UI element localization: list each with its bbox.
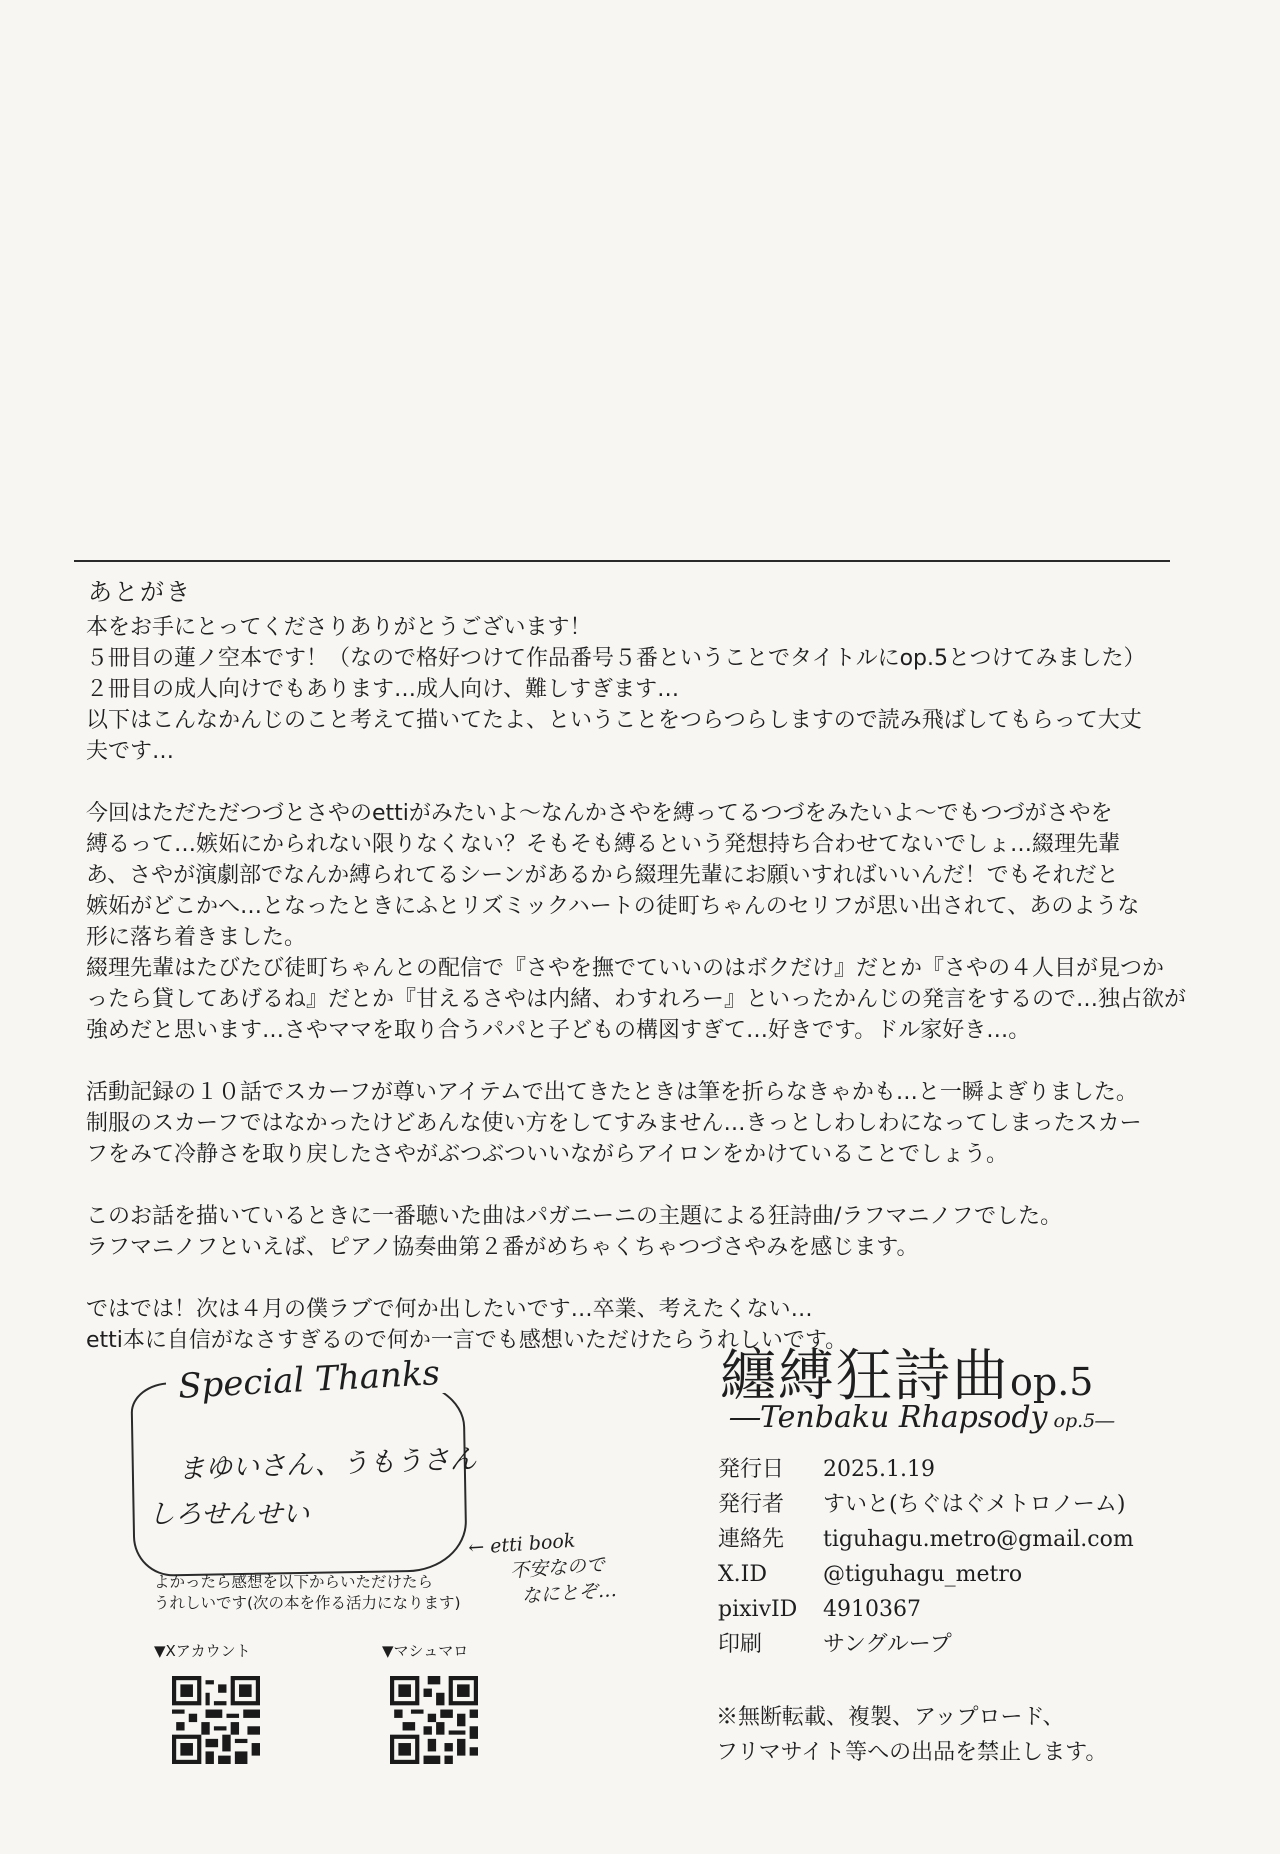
colophon-value: 4910367	[823, 1597, 921, 1622]
colophon-value: 2025.1.19	[823, 1457, 935, 1482]
text-line: ２冊目の成人向けでもあります…成人向け、難しすぎます…	[86, 677, 680, 702]
text-line: 活動記録の１０話でスカーフが尊いアイテムで出てきたときは筆を折らなきゃかも…と一瞬よぎりました。	[86, 1080, 1138, 1105]
thanks-line: まゆいさん、うもうさん	[177, 1443, 478, 1486]
x-account-qr-code[interactable]	[172, 1676, 260, 1764]
text-line: 形に落ち着きました。	[86, 925, 307, 950]
text-line: 制服のスカーフではなかったけどあんな使い方をしてすみません…きっとしわしわになってしまったスカー	[86, 1111, 1142, 1136]
text-line: このお話を描いているときに一番聴いた曲はパガニーニの主題による狂詩曲/ラフマニノフでした。	[86, 1204, 1063, 1229]
colophon-row	[718, 1522, 1134, 1557]
book-subtitle	[730, 1400, 1114, 1435]
feedback-request	[154, 1572, 461, 1614]
colophon-row	[718, 1627, 1134, 1662]
text-line: フをみて冷静さを取り戻したさやがぶつぶついいながらアイロンをかけていることでしょう。	[86, 1142, 1009, 1167]
afterword-heading: あとがき	[88, 578, 192, 606]
colophon-key: pixivID	[718, 1597, 798, 1622]
notice-line: ※無断転載、複製、アップロード、	[716, 1705, 1065, 1730]
note-line: 不安なので	[509, 1553, 606, 1583]
note-line: ← etti book	[467, 1529, 577, 1560]
colophon-row	[718, 1487, 1134, 1522]
book-title-main: 纏縛狂詩曲	[720, 1344, 1010, 1409]
text-line: ラフマニノフといえば、ピアノ協奏曲第２番がめちゃくちゃつづさやみを感じます。	[86, 1235, 919, 1260]
colophon-row	[718, 1452, 1134, 1487]
afterword-body	[86, 612, 1196, 1387]
colophon-value: すいと(ちぐはぐメトロノーム)	[823, 1492, 1126, 1517]
text-line: ではでは！次は４月の僕ラブで何か出したいです…卒業、考えたくない…	[86, 1297, 813, 1322]
afterword-paragraph	[86, 612, 1196, 767]
thanks-line: しろせんせい	[148, 1499, 310, 1530]
colophon-key: 連絡先	[718, 1527, 785, 1552]
colophon-value: サングループ	[823, 1632, 952, 1657]
note-line: なにとぞ…	[521, 1578, 618, 1608]
feedback-line: うれしいです(次の本を作る活力になります)	[154, 1594, 461, 1612]
text-line: 綴理先輩はたびたび徒町ちゃんとの配信で『さやを撫でていいのはボクだけ』だとか『さやの４人目が見つか	[86, 956, 1165, 981]
feedback-line: よかったら感想を以下からいただけたら	[154, 1573, 434, 1591]
colophon-row	[718, 1557, 1134, 1592]
text-line: ったら貸してあげるね』だとか『甘えるさやは内緒、わすれろー』といったかんじの発言をするので…独占欲が	[86, 987, 1187, 1012]
marshmallow-label: ▼マシュマロ	[382, 1642, 469, 1660]
text-line: 縛るって…嫉妬にかられない限りなくない？そもそも縛るという発想持ち合わせてないでしょ…綴理先輩	[86, 832, 1121, 857]
colophon-value: @tiguhagu_metro	[823, 1562, 1023, 1587]
afterword-paragraph	[86, 1201, 1196, 1263]
colophon	[718, 1452, 1134, 1662]
handwritten-note	[467, 1525, 617, 1613]
afterword-paragraph	[86, 798, 1196, 1046]
special-thanks-title: Special Thanks	[165, 1353, 453, 1408]
colophon-key: X.ID	[718, 1562, 767, 1587]
book-subtitle-main: ―Tenbaku Rhapsody	[730, 1400, 1048, 1435]
text-line: 強めだと思います…さやママを取り合うパパと子どもの構図すぎて…好きです。ドル家好き…。	[86, 1018, 1031, 1043]
colophon-key: 発行者	[718, 1492, 785, 1517]
colophon-key: 印刷	[718, 1632, 763, 1657]
text-line: 嫉妬がどこかへ…となったときにふとリズミックハートの徒町ちゃんのセリフが思い出されて、あのような	[86, 894, 1140, 919]
text-line: 本をお手にとってくださりありがとうございます！	[86, 615, 592, 640]
text-line: 今回はただただつづとさやのettiがみたいよ〜なんかさやを縛ってるつづをみたいよ〜でもつづがさやを	[86, 801, 1113, 826]
notice-line: フリマサイト等への出品を禁止します。	[716, 1740, 1108, 1765]
marshmallow-qr-code[interactable]	[390, 1676, 478, 1764]
copyright-notice	[716, 1700, 1107, 1770]
colophon-row	[718, 1592, 1134, 1627]
text-line: etti本に自信がなさすぎるので何か一言でも感想いただけたらうれしいです。	[86, 1328, 848, 1353]
text-line: ５冊目の蓮ノ空本です！（なので格好つけて作品番号５番ということでタイトルにop.5とつけてみました）	[86, 646, 1146, 671]
colophon-key: 発行日	[718, 1457, 785, 1482]
x-account-label: ▼Xアカウント	[154, 1642, 251, 1660]
book-subtitle-opus: op.5―	[1047, 1410, 1115, 1432]
colophon-value: tiguhagu.metro@gmail.com	[823, 1527, 1134, 1552]
afterword-paragraph	[86, 1077, 1196, 1170]
text-line: 夫です…	[86, 739, 175, 764]
text-line: あ、さやが演劇部でなんか縛られてるシーンがあるから綴理先輩にお願いすればいいんだ！でもそれだと	[86, 863, 1119, 888]
divider-line	[74, 560, 1170, 562]
book-title-opus: op.5	[1010, 1360, 1094, 1404]
special-thanks-names	[148, 1440, 478, 1540]
text-line: 以下はこんなかんじのこと考えて描いてたよ、ということをつらつらしますので読み飛ばしてもらって大丈	[86, 708, 1142, 733]
